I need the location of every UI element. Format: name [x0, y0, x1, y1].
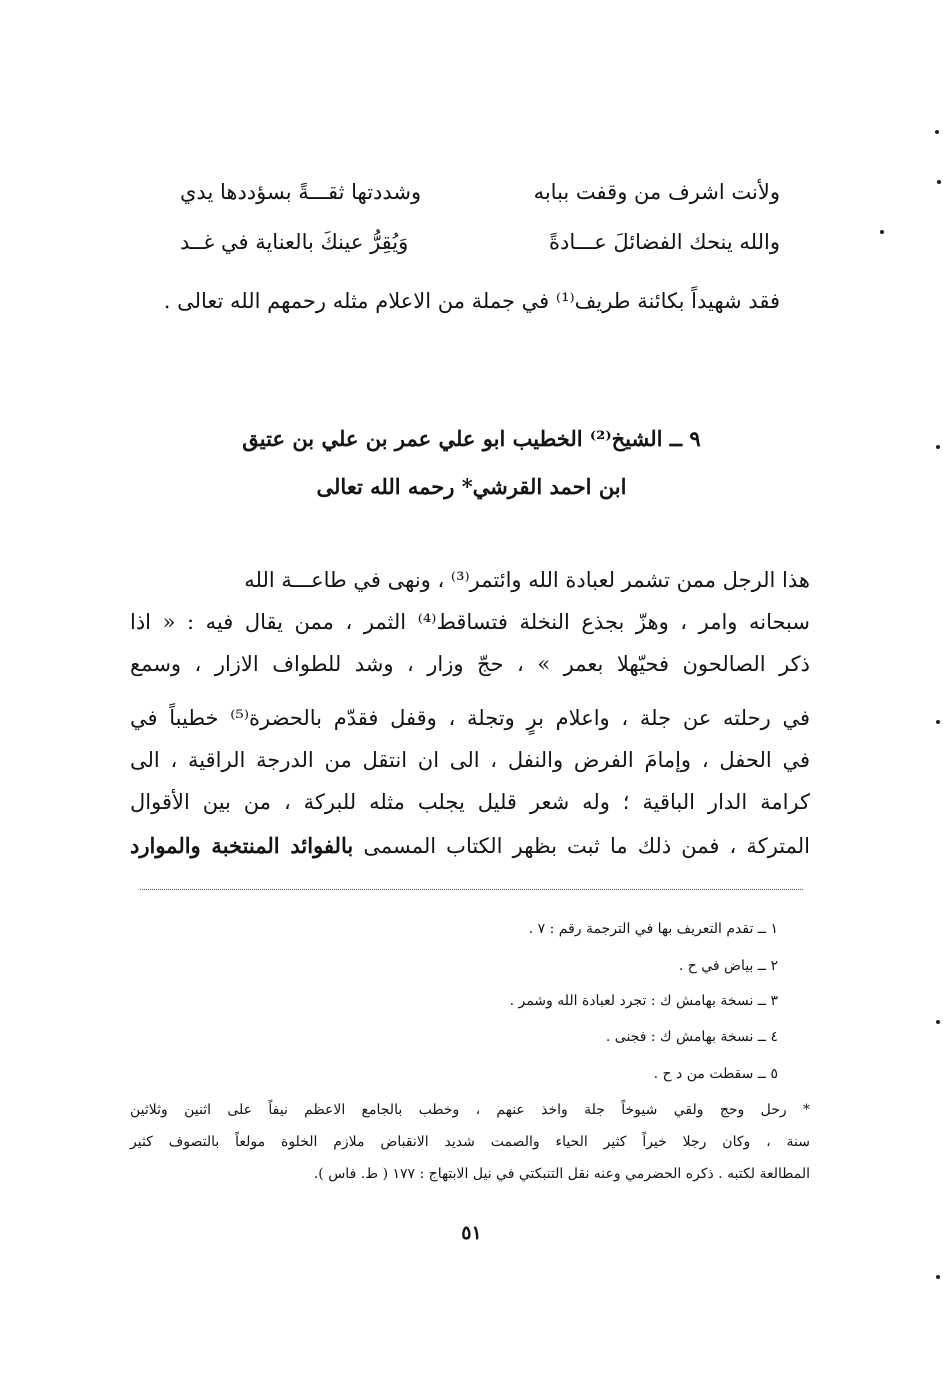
body-text-line: سبحانه وامر ، وهزّ بجذع النخلة فتساقط⁽⁴⁾ الثمر ، ممن يقال فيه : « اذا	[130, 610, 810, 634]
margin-mark	[936, 720, 940, 724]
poem-verse	[180, 227, 780, 257]
footnote: ٥ ــ سقطت من د ح .	[653, 1066, 778, 1082]
body-text-line: كرامة الدار الباقية ؛ وله شعر قليل يجلب مثله للبركة ، من بين الأقوال	[130, 790, 810, 814]
body-text-line: ذكر الصالحون فحيّهلا بعمر » ، حجّ وزار ، وشد للطواف الازار ، وسمع	[130, 652, 810, 676]
margin-mark	[936, 1020, 940, 1024]
footnote: ٢ ــ بياض في ح .	[678, 958, 778, 974]
section-heading-line-1: ٩ ــ الشيخ⁽²⁾ الخطيب ابو علي عمر بن علي بن عتيق	[242, 426, 701, 451]
verse-second-hemistich: وَيُقِرُّ عينكَ بالعناية في غــد	[180, 230, 409, 254]
verse-first-hemistich: ولأنت اشرف من وقفت ببابه	[533, 180, 780, 204]
footnote: ١ ــ تقدم التعريف بها في الترجمة رقم : ٧ .	[528, 921, 778, 937]
biography-note-line: المطالعة لكتبه . ذكره الحضرمي وعنه نقل التنبكتي في نيل الابتهاج : ١٧٧ ( ط. فاس ).	[313, 1166, 810, 1182]
body-text-fragment: المتركة ، فمن ذلك ما ثبت بظهر الكتاب المسمى	[363, 834, 810, 858]
footnote: ٣ ــ نسخة بهامش ك : تجرد لعبادة الله وشمر .	[509, 993, 778, 1009]
verse-first-hemistich: والله ينحك الفضائلَ عـــادةً	[549, 230, 780, 254]
page-number: ٥١	[461, 1222, 482, 1244]
footnote: ٤ ــ نسخة بهامش ك : فجنى .	[605, 1029, 778, 1045]
margin-mark	[880, 230, 884, 234]
margin-mark	[936, 445, 940, 449]
body-text-last-line	[130, 829, 810, 863]
verse-second-hemistich: وشددتها ثقـــةً بسؤددها يدي	[180, 180, 422, 204]
poem-verse	[180, 177, 780, 207]
margin-mark	[936, 1275, 940, 1279]
section-heading-line-2: ابن احمد القرشي* رحمه الله تعالى	[316, 474, 627, 499]
biography-note-line: سنة ، وكان رجلا خيراً كثير الحياء والصمت شديد الانقباض ملازم الخلوة مولعاً بالتصوف كثير	[130, 1134, 810, 1150]
margin-mark	[937, 180, 941, 184]
footnote-divider	[140, 889, 803, 890]
biography-note-line: * رحل وحج ولقي شيوخاً جلة واخذ عنهم ، وخطب بالجامع الاعظم نيفاً على اثنين وثلاثين	[130, 1102, 810, 1118]
body-text-line: في الحفل ، وإمامَ الفرض والنفل ، الى ان انتقل من الدرجة الراقية ، الى	[130, 748, 810, 772]
poem-closing-line: فقد شهيداً بكائنة طريف⁽¹⁾ في جملة من الاعلام مثله رحمهم الله تعالى .	[163, 289, 780, 313]
body-text-line: هذا الرجل ممن تشمر لعبادة الله وائتمر⁽³⁾ ، ونهى في طاعـــة الله	[244, 568, 810, 592]
margin-mark	[935, 130, 939, 134]
book-title: بالفوائد المنتخبة والموارد	[130, 833, 354, 858]
body-text-line: في رحلته عن جلة ، واعلام برٍ وتجلة ، وقفل فقدّم بالحضرة⁽⁵⁾ خطيباً في	[130, 706, 810, 730]
